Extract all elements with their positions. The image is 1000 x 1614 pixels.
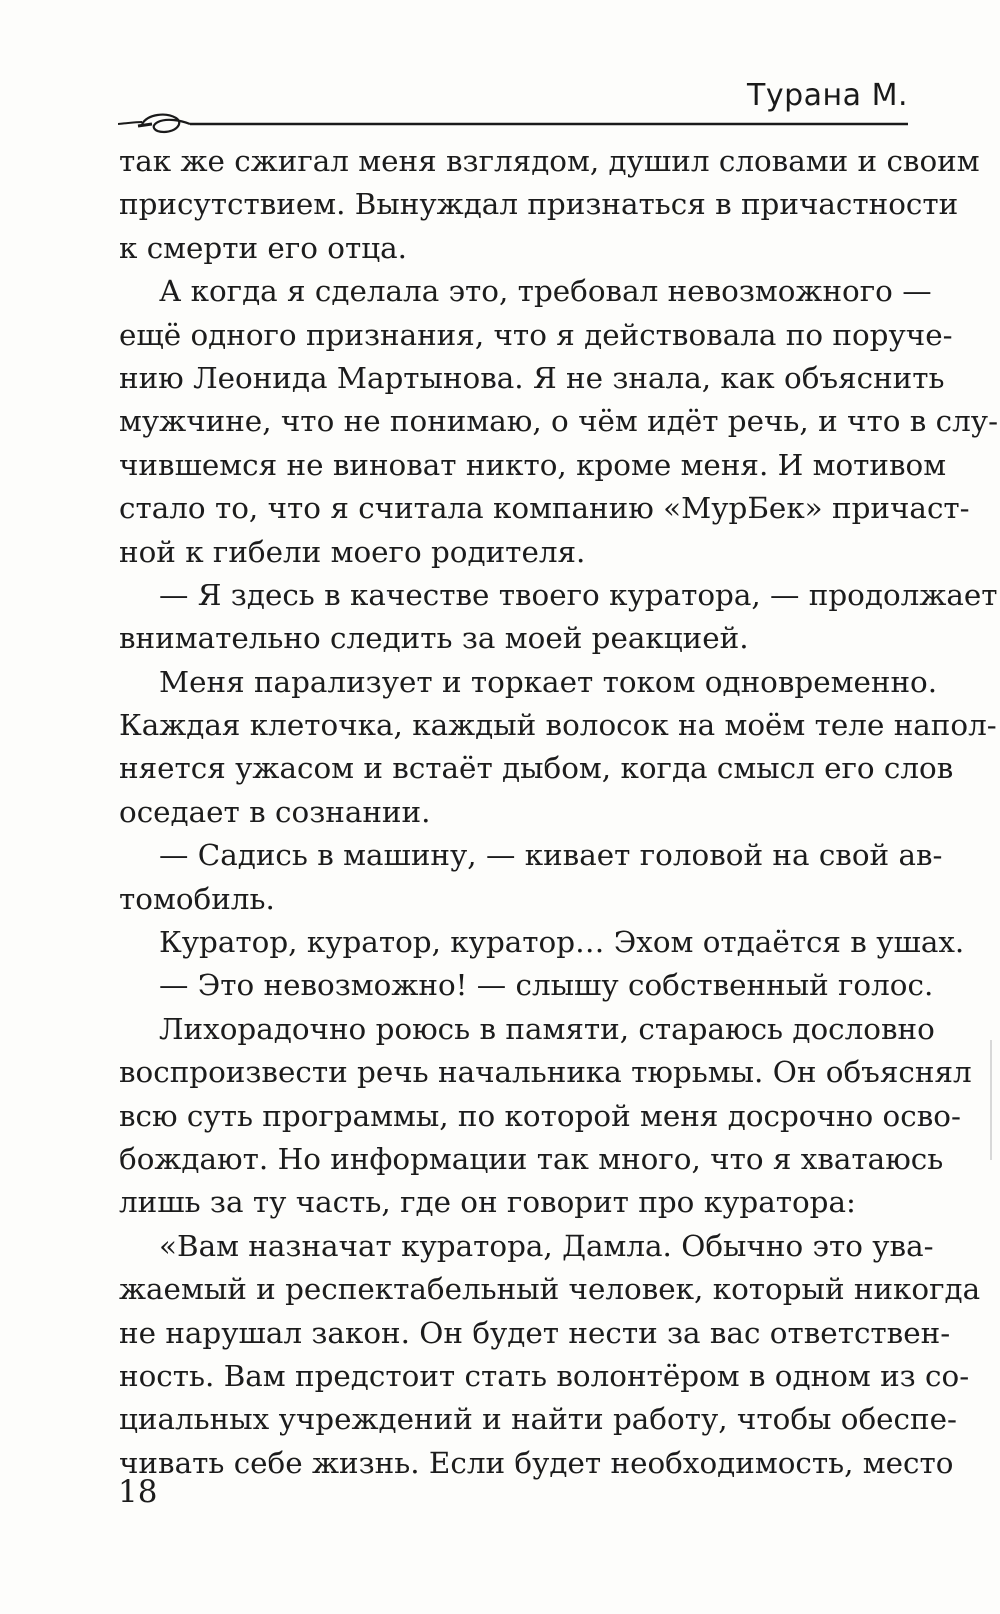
text-line: нию Леонида Мартынова. Я не знала, как объяснить	[119, 360, 945, 395]
text-line: жаемый и респектабельный человек, который никогда	[119, 1272, 981, 1307]
running-header	[118, 78, 908, 128]
paragraph	[119, 661, 997, 835]
text-line: чивать себе жизнь. Если будет необходимость, место	[119, 1445, 954, 1480]
paragraph	[119, 270, 999, 574]
text-line: ность. Вам предстоит стать волонтёром в одном из со-	[119, 1358, 970, 1393]
text-line: — Это невозможно! — слышу собственный голос.	[159, 968, 934, 1003]
paragraph	[119, 921, 965, 964]
text-line: присутствием. Вынуждал признаться в причастности	[119, 187, 959, 222]
body-text	[119, 140, 999, 1485]
text-line: ещё одного признания, что я действовала по поруче-	[119, 317, 953, 352]
text-line: ной к гибели моего родителя.	[119, 534, 586, 569]
text-line: к смерти его отца.	[119, 230, 407, 265]
text-line: не нарушал закон. Он будет нести за вас ответствен-	[119, 1315, 951, 1350]
text-line: Лихорадочно роюсь в памяти, стараюсь дословно	[159, 1011, 935, 1046]
text-line: Каждая клеточка, каждый волосок на моём теле напол-	[119, 708, 997, 743]
text-line: няется ужасом и встаёт дыбом, когда смысл его слов	[119, 751, 954, 786]
text-line: внимательно следить за моей реакцией.	[119, 621, 749, 656]
text-line: — Садись в машину, — кивает головой на свой ав-	[159, 838, 943, 873]
text-line: так же сжигал меня взглядом, душил словами и своим	[119, 144, 980, 178]
paragraph	[119, 574, 998, 661]
text-line: — Я здесь в качестве твоего куратора, — продолжает	[159, 577, 998, 612]
text-line: воспроизвести речь начальника тюрьмы. Он объяснял	[119, 1055, 972, 1090]
header-author: Турана М.	[747, 78, 908, 113]
text-line: бождают. Но информации так много, что я хватаюсь	[119, 1141, 944, 1176]
paragraph	[119, 1225, 981, 1485]
text-line: оседает в сознании.	[119, 794, 431, 829]
paragraph	[119, 964, 934, 1007]
text-line: мужчине, что не понимаю, о чём идёт речь, и что в слу-	[119, 404, 999, 439]
scan-margin-mark	[990, 1040, 992, 1160]
header-flourish-icon	[118, 110, 908, 140]
page-number: 18	[118, 1474, 158, 1510]
text-line: чившемся не виноват никто, кроме меня. И мотивом	[119, 447, 947, 482]
text-line: всю суть программы, по которой меня досрочно осво-	[119, 1098, 961, 1133]
text-line: циальных учреждений и найти работу, чтобы обеспе-	[119, 1402, 957, 1437]
text-line: Куратор, куратор, куратор… Эхом отдаётся в ушах.	[159, 925, 965, 960]
text-line: стало то, что я считала компанию «МурБек» причаст-	[119, 491, 970, 526]
paragraph	[119, 834, 943, 921]
text-line: «Вам назначат куратора, Дамла. Обычно это ува-	[159, 1228, 934, 1263]
text-line: томобиль.	[119, 881, 275, 916]
text-line: Меня парализует и торкает током одновременно.	[159, 664, 938, 699]
paragraph	[119, 140, 980, 270]
paragraph	[119, 1008, 972, 1225]
text-line: лишь за ту часть, где он говорит про куратора:	[119, 1185, 856, 1220]
text-line: А когда я сделала это, требовал невозможного —	[159, 274, 932, 309]
